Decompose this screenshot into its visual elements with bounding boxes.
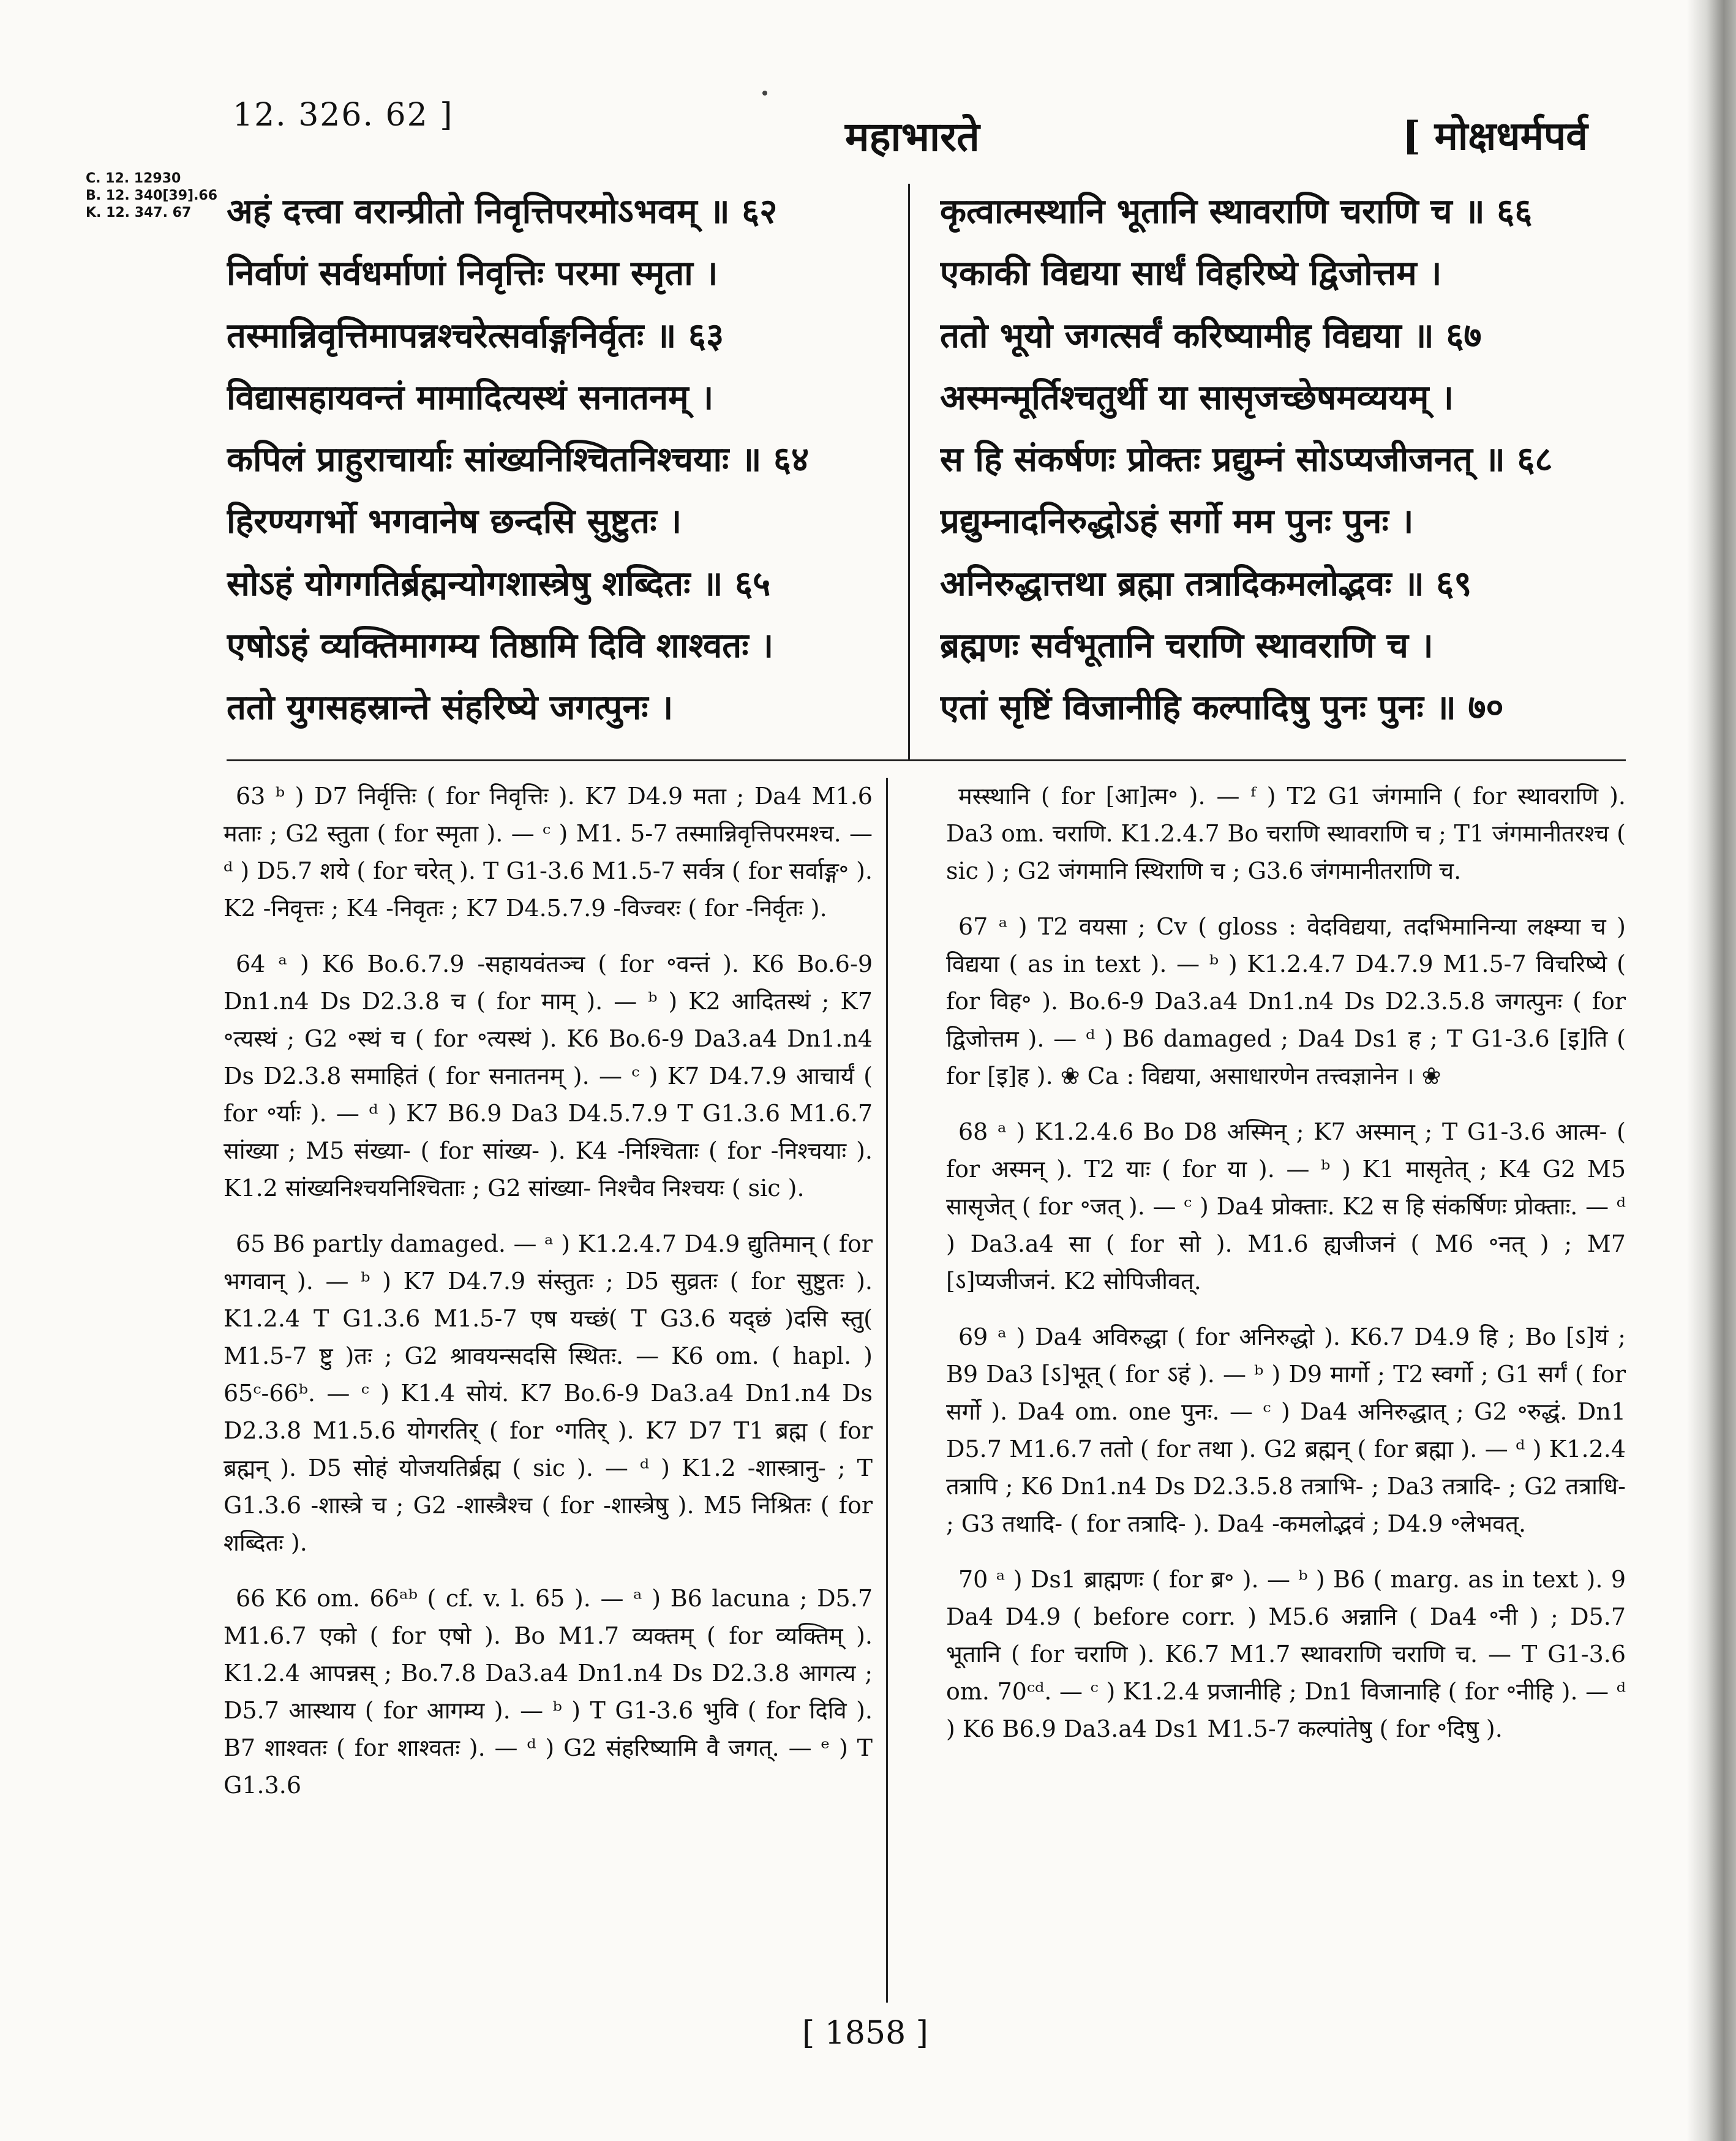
concordance-sigla [86, 170, 217, 222]
footnote: 63 ᵇ ) D7 निर्वृत्तिः ( for निवृत्तिः ). K7 D4.9 मता ; Da4 M1.6 मताः ; G2 स्तुता ( for स्मृता ). — ᶜ ) M1. 5-7 तस्मान्निवृत्तिपरमश्च. — ᵈ ) D5.7 शये ( for चरेत् ). T G1-3.6 M1.5-7 सर्वत्र ( for सर्वाङ्ग॰ ). K2 -निवृत्तः ; K4 -निवृतः ; K7 D4.5.7.9 -विज्वरः ( for -निर्वृतः ). [224, 783, 873, 922]
footnote: मस्स्थानि ( for [आ]त्म॰ ). — ᶠ ) T2 G1 जंगमानि ( for स्थावराणि ). Da3 om. चराणि. K1.2.4.7 Bo चराणि स्थावराणि च ; T1 जंगमानीतरश्च ( sic ) ; G2 जंगमानि स्थिराणि च ; G3.6 जंगमानीतराणि च. [946, 783, 1626, 884]
siglum-b: B. 12. 340[39].66 [86, 188, 218, 203]
verse-line: विद्यासहायवन्तं मामादित्यस्थं सनातनम् । [227, 377, 714, 418]
chapter-reference: 12. 326. 62 ] [233, 97, 454, 134]
section-title: [ मोक्षधर्मपर्व [1402, 113, 1588, 159]
siglum-c: C. 12. 12930 [86, 171, 181, 186]
verse-column-divider [908, 184, 910, 759]
verse-line: निर्वाणं सर्वधर्माणां निवृत्तिः परमा स्मृता । [227, 253, 718, 294]
ink-speck [762, 91, 767, 96]
verse-line: अस्मन्मूर्तिश्चतुर्थी या सासृजच्छेषमव्ययम् । [940, 377, 1454, 418]
siglum-k: K. 12. 347. 67 [86, 205, 192, 220]
apparatus-separator [227, 759, 1626, 761]
verse-column-left [227, 184, 931, 742]
verse-line: ततो युगसहस्रान्ते संहरिष्ये जगत्पुनः । [227, 687, 674, 728]
verse-line: तस्मान्निवृत्तिमापन्नश्चरेत्सर्वाङ्गनिर्वृतः ॥ ६३ [227, 315, 724, 356]
verse-line: ततो भूयो जगत्सर्वं करिष्यामीह विद्यया ॥ ६७ [940, 315, 1482, 356]
scan-page-edge [1687, 0, 1736, 2141]
footnote: 66 K6 om. 66ᵃᵇ ( cf. v. l. 65 ). — ᵃ ) B6 lacuna ; D5.7 M1.6.7 एको ( for एषो ). Bo M1.7 व्यक्तम् ( for व्यक्तिम् ). K1.2.4 आपन्नस् ; Bo.7.8 Da3.a4 Dn1.n4 Ds D2.3.8 आगत्य ; D5.7 आस्थाय ( for आगम्य ). — ᵇ ) T G1-3.6 भुवि ( for दिवि ). B7 शाश्वतः ( for शाश्वतः ). — ᵈ ) G2 संहरिष्यामि वै जगत्. — ᵉ ) T G1.3.6 [224, 1585, 873, 1799]
critical-apparatus-right [946, 778, 1626, 1766]
page-number: [ 1858 ] [802, 2015, 928, 2052]
verse-line: स हि संकर्षणः प्रोक्तः प्रद्युम्नं सोऽप्यजीजनत् ॥ ६८ [940, 439, 1553, 480]
verse-line: एकाकी विद्यया सार्धं विहरिष्ये द्विजोत्तम । [940, 253, 1442, 294]
verse-line: प्रद्युम्नादनिरुद्धोऽहं सर्गो मम पुनः पुनः । [940, 501, 1414, 542]
footnote: 65 B6 partly damaged. — ᵃ ) K1.2.4.7 D4.9 द्युतिमान् ( for भगवान् ). — ᵇ ) K7 D4.7.9 संस्तुतः ; D5 सुव्रतः ( for सुष्टुतः ). K1.2.4 T G1.3.6 M1.5-7 एष यच्छं( T G3.6 यद्छं )दसि स्तु( M1.5-7 ष्टु )तः ; G2 श्रावयन्सदसि स्थितः. — K6 om. ( hapl. ) 65ᶜ-66ᵇ. — ᶜ ) K1.4 सोयं. K7 Bo.6-9 Da3.a4 Dn1.n4 Ds D2.3.8 M1.5.6 योगरतिर् ( for ॰गतिर् ). K7 D7 T1 ब्रह्म ( for ब्रह्मन् ). D5 सोहं योजयतिर्ब्रह्म ( sic ). — ᵈ ) K1.2 -शास्त्रानु- ; T G1.3.6 -शास्त्रे च ; G2 -शास्त्रैश्च ( for -शास्त्रेषु ). M5 निश्रितः ( for शब्दितः ). [224, 1230, 873, 1556]
verse-line: ब्रह्मणः सर्वभूतानि चराणि स्थावराणि च । [940, 625, 1434, 666]
verse-line: कपिलं प्राहुराचार्याः सांख्यनिश्चितनिश्चयाः ॥ ६४ [227, 439, 810, 480]
footnote: 64 ᵃ ) K6 Bo.6.7.9 -सहायवंतञ्च ( for ॰वन्तं ). K6 Bo.6-9 Dn1.n4 Ds D2.3.8 च ( for माम् ). — ᵇ ) K2 आदितस्थं ; K7 ॰त्यस्थं ; G2 ॰स्थं च ( for ॰त्यस्थं ). K6 Bo.6-9 Da3.a4 Dn1.n4 Ds D2.3.8 समाहितं ( for सनातनम् ). — ᶜ ) K7 D4.7.9 आचार्यं ( for ॰र्याः ). — ᵈ ) K7 B6.9 Da3 D4.5.7.9 T G1.3.6 M1.6.7 सांख्या ; M5 संख्या- ( for सांख्य- ). K4 -निश्चिताः ( for -निश्चयाः ). K1.2 सांख्यनिश्चयनिश्चिताः ; G2 सांख्या- निश्चैव निश्चयः ( sic ). [224, 950, 873, 1202]
verse-line: कृत्वात्मस्थानि भूतानि स्थावराणि चराणि च ॥ ६६ [940, 191, 1533, 231]
verse-line: अहं दत्त्वा वरान्प्रीतो निवृत्तिपरमोऽभवम् ॥ ६२ [227, 191, 778, 231]
verse-line: एतां सृष्टिं विजानीहि कल्पादिषु पुनः पुनः ॥ ७० [940, 687, 1504, 728]
running-title: महाभारते [845, 113, 980, 160]
apparatus-column-divider [886, 778, 888, 2003]
verse-line: अनिरुद्धात्तथा ब्रह्मा तत्रादिकमलोद्भवः ॥ ६९ [940, 563, 1472, 604]
verse-line: एषोऽहं व्यक्तिमागम्य तिष्ठामि दिवि शाश्वतः । [227, 625, 774, 666]
verse-column-right [940, 184, 1626, 742]
footnote: 69 ᵃ ) Da4 अविरुद्धा ( for अनिरुद्धो ). K6.7 D4.9 हि ; Bo [ऽ]यं ; B9 Da3 [ऽ]भूत् ( for ऽहं ). — ᵇ ) D9 मार्गो ; T2 स्वर्गो ; G1 सर्गं ( for सर्गो ). Da4 om. one पुनः. — ᶜ ) Da4 अनिरुद्धात् ; G2 ॰रुद्धं. Dn1 D5.7 M1.6.7 ततो ( for तथा ). G2 ब्रह्मन् ( for ब्रह्मा ). — ᵈ ) K1.2.4 तत्रापि ; K6 Dn1.n4 Ds D2.3.5.8 तत्राभि- ; Da3 तत्रादि- ; G2 तत्राधि- ; G3 तथादि- ( for तत्रादि- ). Da4 -कमलोद्भवं ; D4.9 ॰लेभवत्. [946, 1323, 1626, 1537]
critical-apparatus-left [224, 778, 873, 1823]
footnote: 67 ᵃ ) T2 वयसा ; Cv ( gloss : वेदविद्यया, तदभिमानिन्या लक्ष्म्या च ) विद्यया ( as in text ). — ᵇ ) K1.2.4.7 D4.7.9 M1.5-7 विचरिष्ये ( for विह॰ ). Bo.6-9 Da3.a4 Dn1.n4 Ds D2.3.5.8 जगत्पुनः ( for द्विजोत्तम ). — ᵈ ) B6 damaged ; Da4 Ds1 ह ; T G1-3.6 [इ]ति ( for [इ]ह ). ❀ Ca : विद्यया, असाधारणेन तत्त्वज्ञानेन । ❀ [946, 913, 1626, 1089]
verse-line: हिरण्यगर्भो भगवानेष छन्दसि सुष्टुतः । [227, 501, 682, 542]
verse-line: सोऽहं योगगतिर्ब्रह्मन्योगशास्त्रेषु शब्दितः ॥ ६५ [227, 563, 771, 604]
footnote: 68 ᵃ ) K1.2.4.6 Bo D8 अस्मिन् ; K7 अस्मान् ; T G1-3.6 आत्म- ( for अस्मन् ). T2 याः ( for या ). — ᵇ ) K1 मासृतेत् ; K4 G2 M5 सासृजेत् ( for ॰जत् ). — ᶜ ) Da4 प्रोक्ताः. K2 स हि संकर्षिणः प्रोक्ताः. — ᵈ ) Da3.a4 सा ( for सो ). M1.6 ह्यजीजनं ( M6 ॰नत् ) ; M7 [ऽ]प्यजीजनं. K2 सोपिजीवत्. [946, 1118, 1626, 1295]
footnote: 70 ᵃ ) Ds1 ब्राह्मणः ( for ब्र॰ ). — ᵇ ) B6 ( marg. as in text ). 9 Da4 D4.9 ( before corr. ) M5.6 अन्नानि ( Da4 ॰नी ) ; D5.7 भूतानि ( for चराणि ). K6.7 M1.7 स्थावराणि चराणि च. — T G1-3.6 om. 70ᶜᵈ. — ᶜ ) K1.2.4 प्रजानीहि ; Dn1 विजानाहि ( for ॰नीहि ). — ᵈ ) K6 B6.9 Da3.a4 Ds1 M1.5-7 कल्पांतेषु ( for ॰दिषु ). [946, 1566, 1626, 1742]
